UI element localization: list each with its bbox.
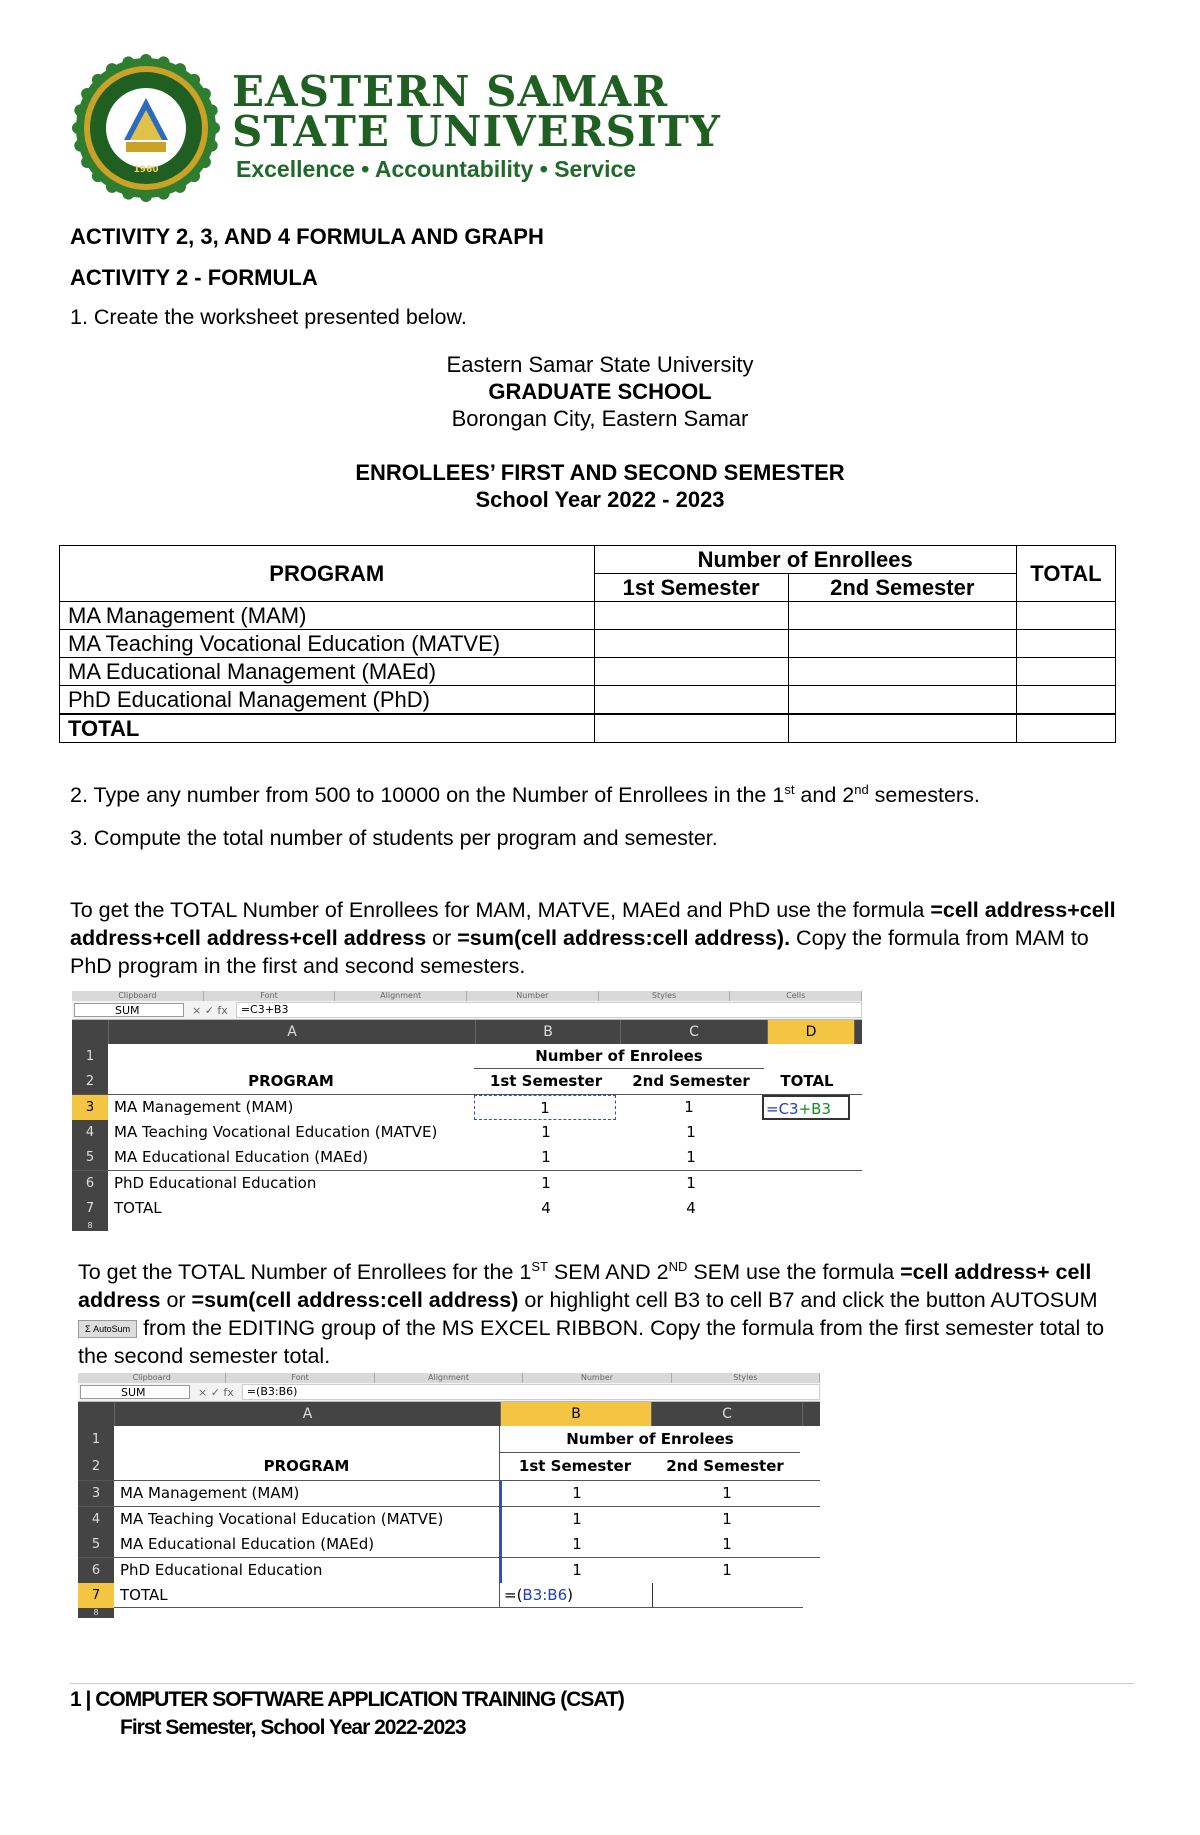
col-number-enrollees: Number of Enrollees xyxy=(594,546,1016,574)
seal-tooth xyxy=(122,188,134,200)
active-cell-d3[interactable]: =C3+B3 xyxy=(762,1095,850,1120)
fx-icon: × ✓ fx xyxy=(198,1385,234,1399)
col-header-c[interactable]: C xyxy=(621,1020,768,1044)
footer-divider xyxy=(70,1683,1134,1684)
seal-tooth xyxy=(206,104,218,116)
col-header-b[interactable]: B xyxy=(476,1020,621,1044)
col-sem2: 2nd Semester xyxy=(788,574,1016,602)
seal-tooth xyxy=(92,74,104,86)
seal-tooth xyxy=(158,56,170,68)
table-row xyxy=(60,630,1116,658)
excel-screenshot-2 xyxy=(78,1373,820,1635)
instruction-paragraph-1: To get the TOTAL Number of Enrollees for MAM, MATVE, MAEd and PhD use the formula =cell address+cell address+cell address+cell address or =sum(cell address:cell address). Copy the formula from MAM to PhD program in the first and second semesters. xyxy=(70,898,1116,978)
excel-row-6: 6 PhD Educational Education 1 1 xyxy=(72,1170,862,1196)
active-cell-b7[interactable]: =(B3:B6) xyxy=(500,1583,652,1608)
col-header-a[interactable]: A xyxy=(109,1020,476,1044)
excel-row-2: 2 PROGRAM 1st Semester 2nd Semester xyxy=(78,1453,820,1480)
formula-input[interactable]: =(B3:B6) xyxy=(242,1384,820,1400)
worksheet-title1: ENROLLEES’ FIRST AND SECOND SEMESTER xyxy=(355,460,845,485)
excel-row-6: 6 PhD Educational Education 1 1 xyxy=(78,1557,820,1583)
worksheet-title2: School Year 2022 - 2023 xyxy=(475,487,725,512)
table-row xyxy=(60,658,1116,686)
excel-screenshot-1 xyxy=(72,991,862,1233)
seal-tooth xyxy=(106,63,118,75)
excel-row-3: 3 MA Management (MAM) 1 1 xyxy=(78,1480,820,1506)
seal-tooth xyxy=(188,74,200,86)
program-cell: MA Teaching Vocational Education (MATVE) xyxy=(60,630,595,658)
footer-line2: First Semester, School Year 2022-2023 xyxy=(120,1716,466,1739)
excel-row-8: 8 xyxy=(72,1221,862,1231)
col-header-b[interactable]: B xyxy=(501,1402,652,1426)
column-headers xyxy=(72,1020,862,1044)
col-program: PROGRAM xyxy=(60,546,595,602)
university-seal-icon xyxy=(72,54,220,202)
excel-row-4: 4 MA Teaching Vocational Education (MATVE) 1 1 xyxy=(78,1506,820,1532)
page-title: ACTIVITY 2, 3, AND 4 FORMULA AND GRAPH xyxy=(70,224,544,249)
program-cell: PhD Educational Management (PhD) xyxy=(60,686,595,715)
ribbon-groups: Clipboard Font Alignment Number Styles Cells xyxy=(72,991,862,1001)
seal-tooth xyxy=(174,63,186,75)
seal-tooth xyxy=(188,170,200,182)
table-row xyxy=(60,686,1116,715)
worksheet-line1: Eastern Samar State University xyxy=(446,352,754,377)
seal-tooth xyxy=(140,54,152,66)
formula-bar xyxy=(78,1383,820,1402)
seal-tooth xyxy=(81,156,93,168)
page-subtitle: ACTIVITY 2 - FORMULA xyxy=(70,265,318,290)
university-motto: Excellence • Accountability • Service xyxy=(236,156,637,182)
seal-tooth xyxy=(72,122,84,134)
university-name-line1: EASTERN SAMAR xyxy=(232,67,669,116)
step-2: 2. Type any number from 500 to 10000 on the Number of Enrollees in the 1st and 2nd semesters. xyxy=(70,782,980,808)
seal-tooth xyxy=(74,140,86,152)
seal-tooth xyxy=(206,140,218,152)
excel-row-4: 4 MA Teaching Vocational Education (MATVE) 1 1 xyxy=(72,1120,862,1145)
worksheet-line2: GRADUATE SCHOOL xyxy=(488,379,712,404)
fx-icon: × ✓ fx xyxy=(192,1003,228,1017)
column-headers xyxy=(78,1402,820,1426)
seal-year: 1960 xyxy=(133,165,159,175)
university-logo xyxy=(72,54,220,202)
instruction-paragraph-2: To get the TOTAL Number of Enrollees for the 1ST SEM AND 2ND SEM use the formula =cell address+ cell address or =sum(cell address:cell address) or highlight cell B3 to cell B7 and click the button AUTOSUM Σ AutoSum from the EDITING group of the MS EXCEL RIBBON. Copy the formula from the first semester total to the second semester total. xyxy=(78,1259,1105,1369)
col-total: TOTAL xyxy=(1016,546,1115,602)
excel-row-2: 2 PROGRAM 1st Semester 2nd Semester TOTAL xyxy=(72,1069,862,1094)
name-box[interactable]: SUM xyxy=(74,1003,184,1017)
seal-tooth xyxy=(74,104,86,116)
excel-row-1: 1 Number of Enrolees xyxy=(72,1044,862,1069)
step-3: 3. Compute the total number of students per program and semester. xyxy=(70,826,718,850)
seal-tooth xyxy=(122,56,134,68)
col-header-d[interactable]: D xyxy=(768,1020,855,1044)
col-header-a[interactable]: A xyxy=(115,1402,501,1426)
seal-tooth xyxy=(106,181,118,193)
excel-row-7: 7 TOTAL 4 4 xyxy=(72,1196,862,1221)
enrollees-table xyxy=(59,545,1116,743)
name-box[interactable]: SUM xyxy=(80,1385,190,1399)
excel-row-8: 8 xyxy=(78,1608,820,1618)
excel-row-3: 3 MA Management (MAM) 1 1 =C3+B3 xyxy=(72,1094,862,1120)
seal-tooth xyxy=(92,170,104,182)
total-cell: TOTAL xyxy=(60,714,595,743)
col-header-c[interactable]: C xyxy=(652,1402,803,1426)
excel-row-1: 1 Number of Enrolees xyxy=(78,1426,820,1453)
col-sem1: 1st Semester xyxy=(594,574,788,602)
autosum-button-icon: Σ AutoSum xyxy=(78,1320,137,1338)
table-row-total xyxy=(60,714,1116,743)
ribbon-groups: Clipboard Font Alignment Number Styles xyxy=(78,1373,820,1383)
seal-tooth xyxy=(81,88,93,100)
formula-bar xyxy=(72,1001,862,1020)
step-1: 1. Create the worksheet presented below. xyxy=(70,305,467,329)
seal-tooth xyxy=(199,156,211,168)
seal-tooth xyxy=(140,190,152,202)
table-row xyxy=(60,602,1116,630)
seal-tooth xyxy=(174,181,186,193)
seal-tooth xyxy=(208,122,220,134)
program-cell: MA Management (MAM) xyxy=(60,602,595,630)
seal-tooth xyxy=(199,88,211,100)
excel-row-5: 5 MA Educational Education (MAEd) 1 1 xyxy=(72,1145,862,1170)
merged-header[interactable]: Number of Enrolees xyxy=(474,1044,764,1069)
excel-row-7: 7 TOTAL =(B3:B6) xyxy=(78,1583,820,1608)
formula-input[interactable]: =C3+B3 xyxy=(236,1002,862,1018)
footer-line1: 1 | COMPUTER SOFTWARE APPLICATION TRAINING (CSAT) xyxy=(70,1688,624,1711)
program-cell: MA Educational Management (MAEd) xyxy=(60,658,595,686)
university-name-line2: STATE UNIVERSITY xyxy=(232,107,721,156)
seal-tooth xyxy=(158,188,170,200)
excel-row-5: 5 MA Educational Education (MAEd) 1 1 xyxy=(78,1532,820,1557)
worksheet-line3: Borongan City, Eastern Samar xyxy=(451,406,749,431)
